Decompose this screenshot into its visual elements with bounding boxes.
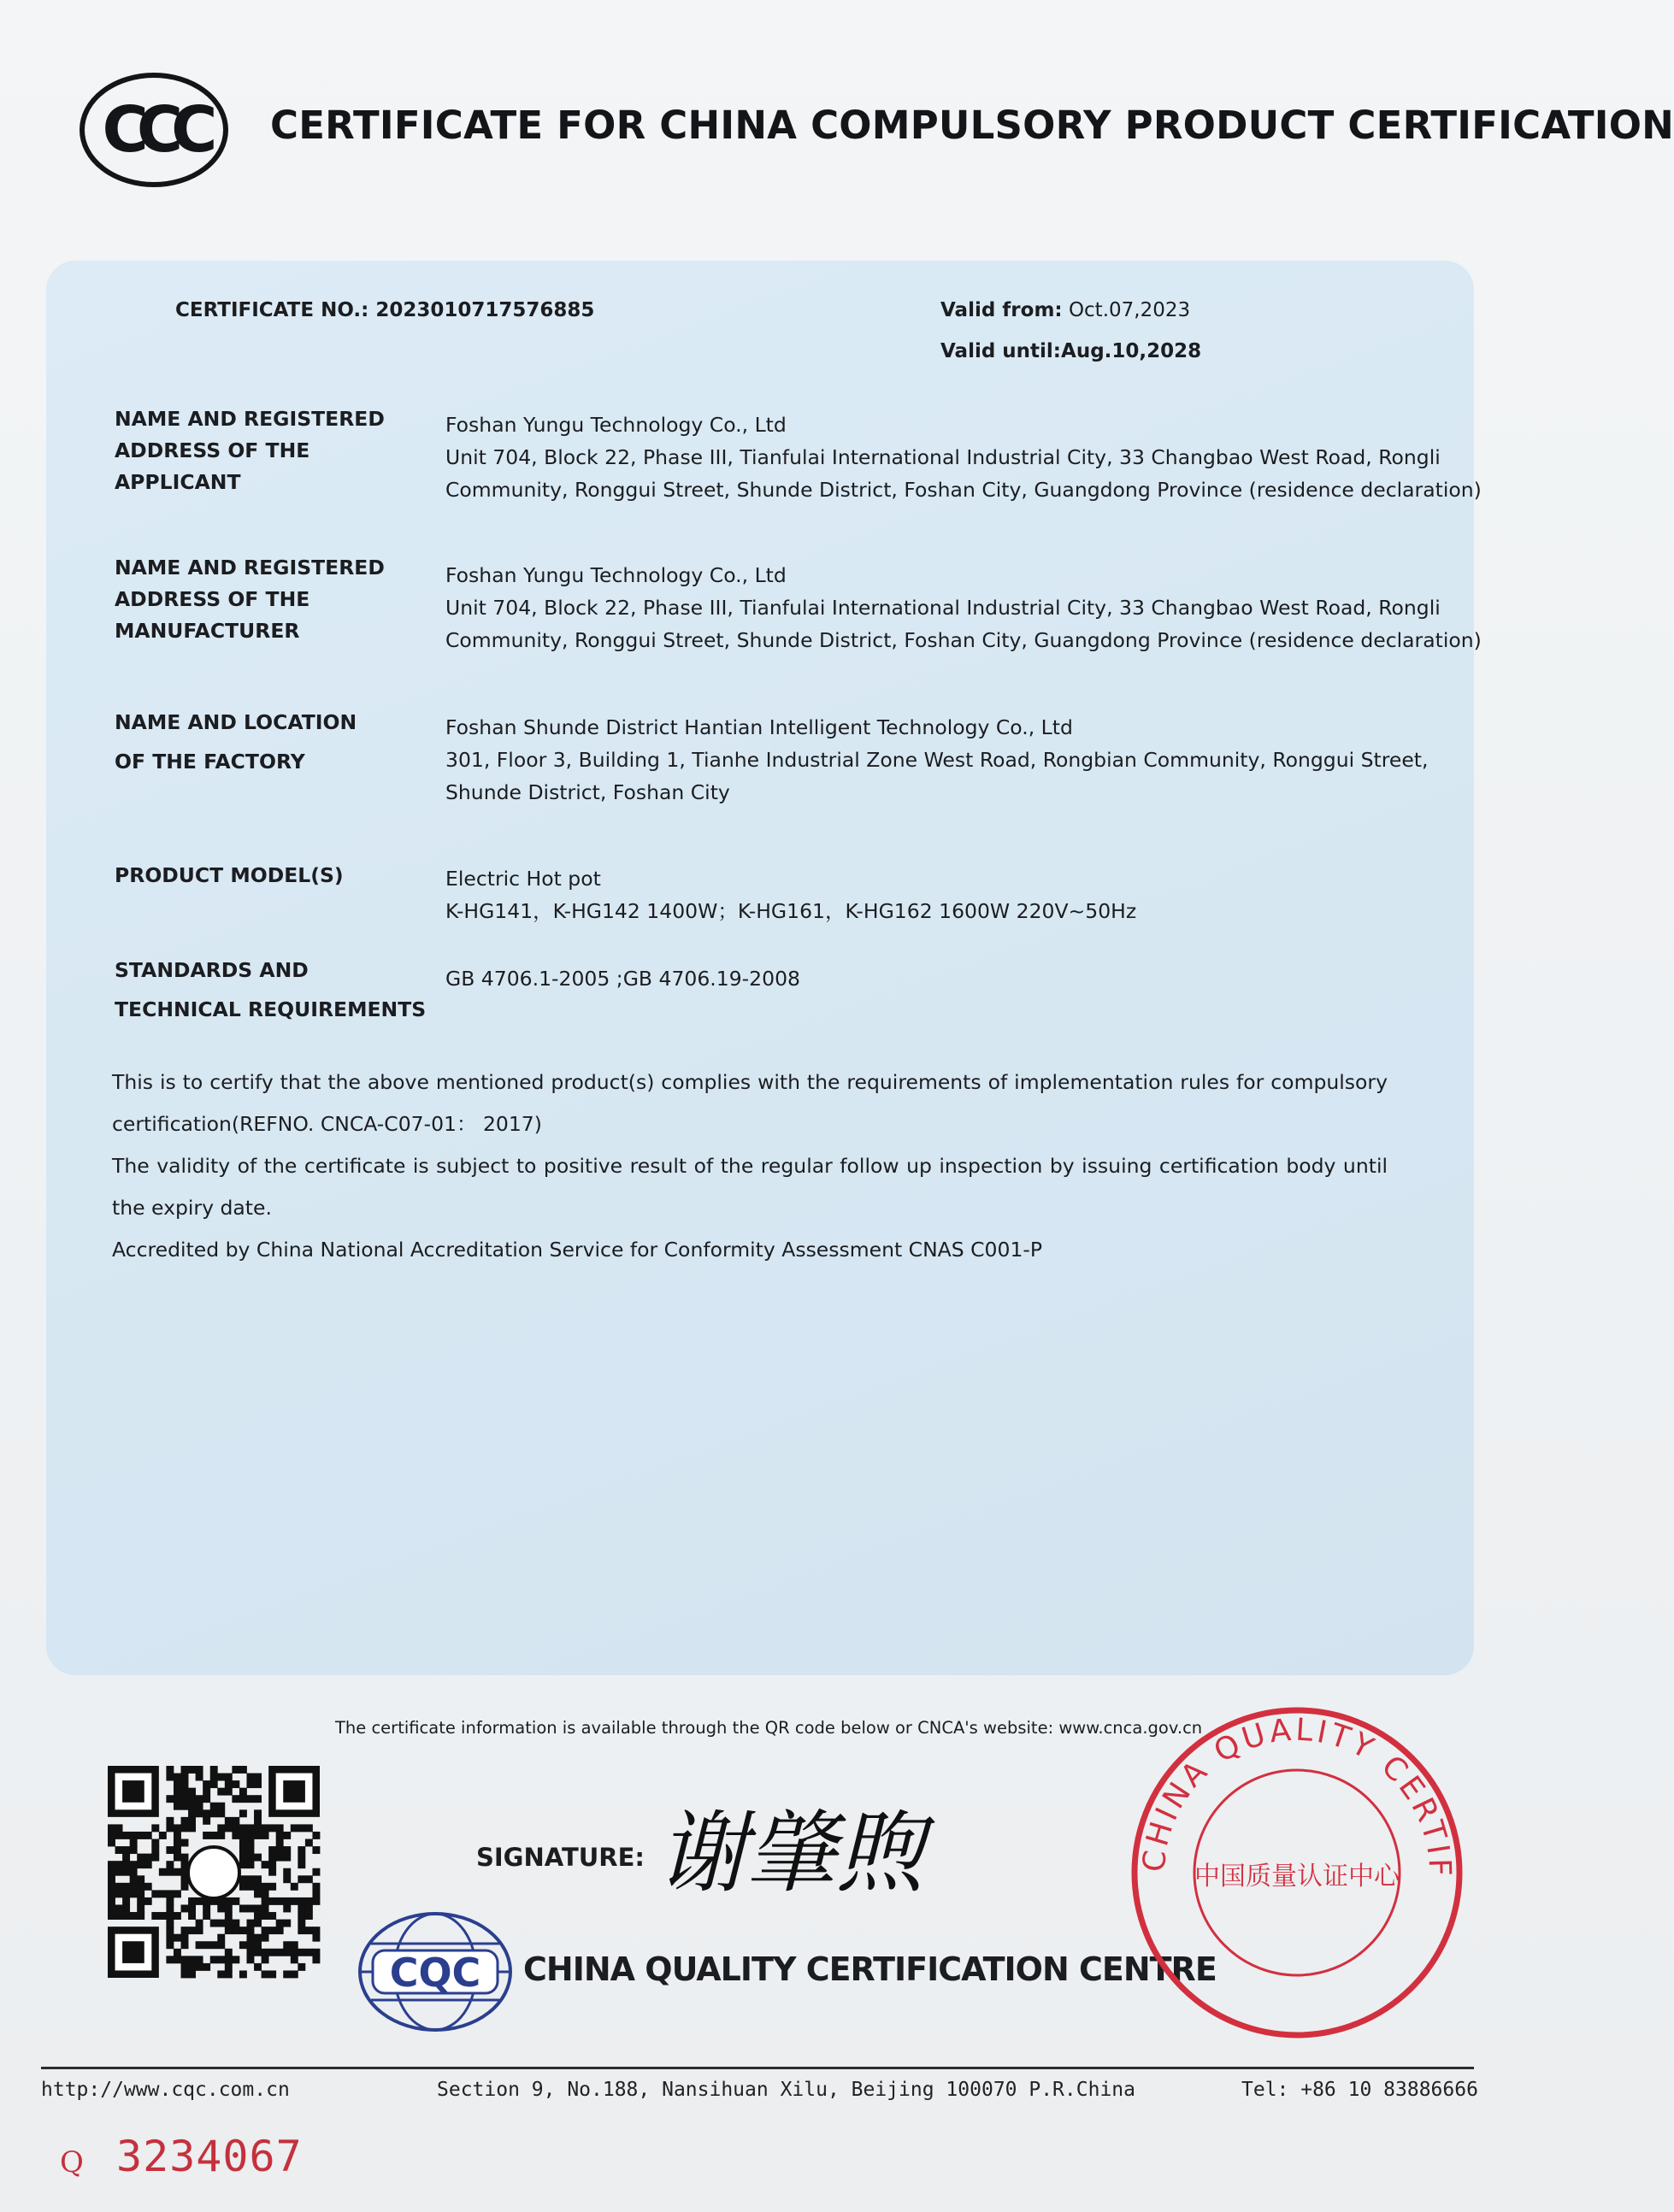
valid-until-value: Aug.10,2028	[1061, 340, 1202, 362]
signature-label: SIGNATURE:	[476, 1843, 645, 1872]
applicant-label	[115, 403, 439, 498]
manufacturer-label-line: ADDRESS OF THE	[115, 587, 310, 611]
manufacturer-value	[445, 559, 1482, 656]
valid-from	[940, 299, 1190, 321]
certificate-number	[175, 299, 594, 321]
serial-prefix: Q	[60, 2145, 84, 2180]
applicant-address-line: Unit 704, Block 22, Phase III, Tianfulai International Industrial City, 33 Changbao West Road, Rongli	[445, 445, 1441, 469]
cqc-logo-text: CQC	[389, 1950, 481, 1996]
certificate-number-value: 2023010717576885	[375, 299, 595, 321]
manufacturer-label-line: NAME AND REGISTERED	[115, 556, 385, 579]
validity-statement: The validity of the certificate is subject to positive result of the regular follow up inspection by issuing certification body until the expiry date.	[112, 1154, 1388, 1220]
footer-telephone: Tel: +86 10 83886666	[1241, 2079, 1478, 2101]
cqc-logo	[354, 1908, 516, 2036]
factory-label-line: OF THE FACTORY	[115, 750, 305, 774]
standards-label	[115, 950, 439, 1029]
footer-divider	[41, 2067, 1474, 2069]
applicant-address-line: Community, Ronggui Street, Shunde District, Foshan City, Guangdong Province (residence declaration)	[445, 478, 1482, 502]
organization-name: CHINA QUALITY CERTIFICATION CENTRE	[523, 1950, 1217, 1988]
manufacturer-address-line: Unit 704, Block 22, Phase III, Tianfulai International Industrial City, 33 Changbao West Road, Rongli	[445, 596, 1441, 620]
factory-name: Foshan Shunde District Hantian Intelligent Technology Co., Ltd	[445, 715, 1073, 739]
valid-from-value: Oct.07,2023	[1068, 299, 1191, 321]
ccc-logo-text: CCC	[102, 93, 206, 167]
signature-text: 谢肇煦	[657, 1801, 925, 1905]
official-seal	[1127, 1701, 1467, 2044]
applicant-label-line: ADDRESS OF THE APPLICANT	[115, 438, 310, 494]
applicant-value	[445, 409, 1482, 506]
certificate-number-label: CERTIFICATE NO.:	[175, 299, 369, 321]
product-label: PRODUCT MODEL(S)	[115, 863, 344, 887]
applicant-name: Foshan Yungu Technology Co., Ltd	[445, 413, 787, 437]
signature	[645, 1788, 936, 1916]
product-name: Electric Hot pot	[445, 867, 601, 891]
accreditation-statement: Accredited by China National Accreditation Service for Conformity Assessment CNAS C001-P	[112, 1238, 1043, 1262]
factory-label	[115, 703, 439, 781]
manufacturer-label	[115, 552, 439, 647]
qr-center-emblem	[188, 1847, 239, 1898]
factory-value	[445, 711, 1429, 809]
standards-value: GB 4706.1-2005 ;GB 4706.19-2008	[445, 967, 800, 991]
product-value	[445, 862, 1403, 927]
ccc-logo	[79, 72, 229, 188]
manufacturer-address-line: Community, Ronggui Street, Shunde District, Foshan City, Guangdong Province (residence declaration)	[445, 628, 1482, 652]
manufacturer-name: Foshan Yungu Technology Co., Ltd	[445, 563, 787, 587]
footer-address: Section 9, No.188, Nansihuan Xilu, Beijing 100070 P.R.China	[437, 2079, 1135, 2101]
product-models: K-HG141，K-HG142 1400W；K-HG161，K-HG162 1600W 220V~50Hz	[445, 899, 1137, 923]
certificate-title: CERTIFICATE FOR CHINA COMPULSORY PRODUCT CERTIFICATION	[270, 103, 1674, 148]
certification-statements	[112, 1062, 1388, 1271]
qr-info-line: The certificate information is available through the QR code below or CNCA's website: www.cnca.gov.cn	[335, 1718, 1203, 1738]
standards-label-line: TECHNICAL REQUIREMENTS	[115, 997, 427, 1021]
factory-label-line: NAME AND LOCATION	[115, 710, 357, 734]
seal-outer-text: CHINA QUALITY CERTIF	[1136, 1712, 1458, 1880]
applicant-label-line: NAME AND REGISTERED	[115, 407, 385, 431]
footer-website[interactable]: http://www.cqc.com.cn	[41, 2079, 290, 2101]
factory-address-line: 301, Floor 3, Building 1, Tianhe Industrial Zone West Road, Rongbian Community, Ronggui Street,	[445, 748, 1429, 772]
valid-until	[940, 340, 1201, 362]
seal-inner-text: 中国质量认证中心	[1194, 1862, 1400, 1891]
valid-until-label: Valid until:	[940, 340, 1062, 362]
qr-code[interactable]	[108, 1766, 320, 1980]
valid-from-label: Valid from:	[940, 299, 1063, 321]
factory-address-line: Shunde District, Foshan City	[445, 780, 730, 804]
manufacturer-label-line: MANUFACTURER	[115, 619, 300, 643]
certify-statement: This is to certify that the above mentioned product(s) complies with the requirements of implementation rules for compulsory certification(REFNO. CNCA-C07-01： 2017)	[112, 1070, 1388, 1136]
standards-label-line: STANDARDS AND	[115, 958, 309, 982]
serial-number: 3234067	[116, 2132, 303, 2181]
